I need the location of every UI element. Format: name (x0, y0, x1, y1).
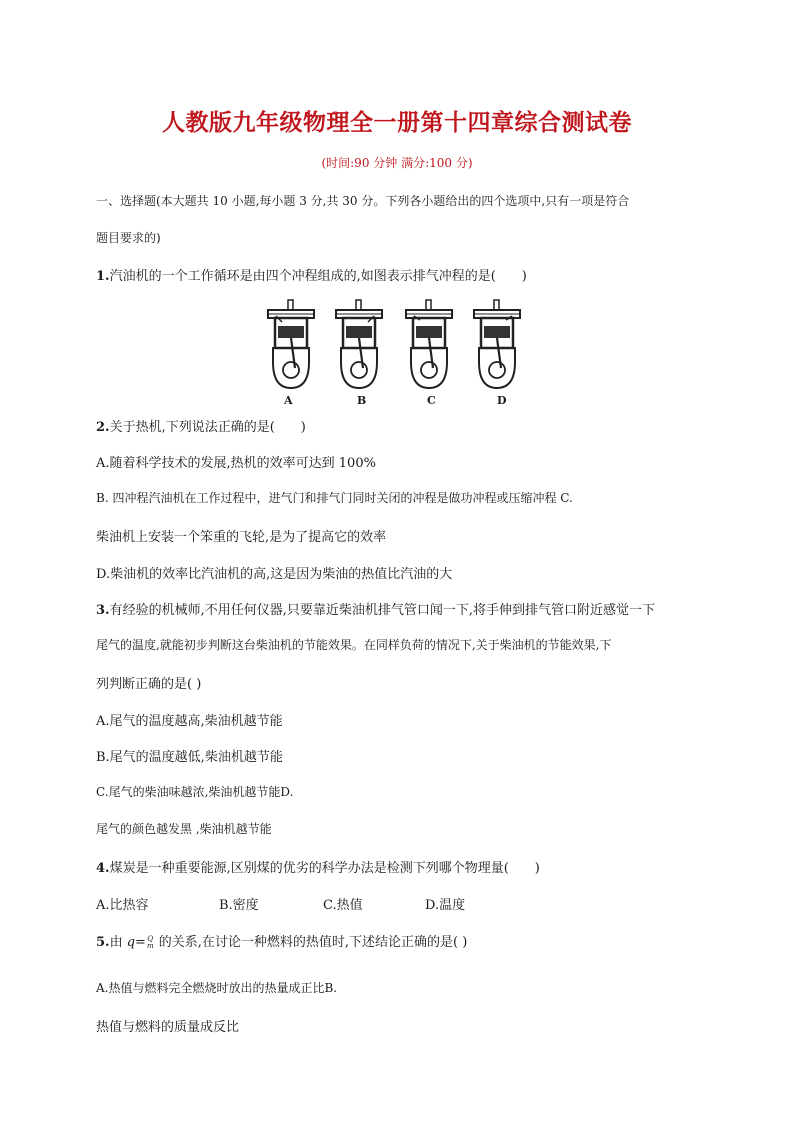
q3-option-a: A.尾气的温度越高,柴油机越节能 (96, 714, 283, 729)
q5-option-a: A.热值与燃料完全燃烧时放出的热量成正比B. (96, 981, 338, 995)
question-text: 关于热机,下列说法正确的是( ) (109, 420, 306, 435)
question-text: 汽油机的一个工作循环是由四个冲程组成的,如图表示排气冲程的是( ) (109, 269, 527, 284)
question-3-line3: 列判断正确的是( ) (96, 677, 202, 692)
figure-label-d: D (497, 394, 507, 407)
q4-option-d: D.温度 (425, 898, 466, 913)
figure-label-a: A (284, 394, 293, 407)
formula-variable: q (126, 935, 136, 950)
question-5 (96, 931, 467, 950)
q3-option-b: B.尾气的温度越低,柴油机越节能 (96, 750, 283, 765)
figure-label-b: B (357, 394, 367, 407)
question-text: 煤炭是一种重要能源,区别煤的优劣的科学办法是检测下列哪个物理量( ) (109, 861, 540, 876)
section-intro-line2: 题目要求的) (96, 231, 161, 245)
q5-option-b: 热值与燃料的质量成反比 (96, 1020, 240, 1035)
q4-option-c: C.热值 (323, 898, 363, 913)
question-number: 3. (96, 603, 110, 618)
q4-option-a: A.比热容 (96, 898, 149, 913)
figure-label-c: C (427, 394, 436, 407)
q2-option-d: D.柴油机的效率比汽油机的高,这是因为柴油的热值比汽油的大 (96, 567, 453, 582)
question-4 (96, 857, 540, 876)
question-text-post: 的关系,在讨论一种燃料的热值时,下述结论正确的是( ) (154, 935, 468, 950)
formula-denominator: 𝑚 (146, 941, 154, 950)
exam-time-score: (时间:90 分钟 满分:100 分) (321, 156, 473, 170)
question-number: 1. (96, 269, 110, 284)
q3-option-c: C.尾气的柴油味越浓,柴油机越节能D. (96, 785, 294, 799)
engine-strokes-figure (262, 296, 522, 408)
q4-option-b: B.密度 (219, 898, 259, 913)
engine-strokes-image (262, 296, 522, 394)
question-number: 5. (96, 935, 110, 950)
section-intro-line1: 一、选择题(本大题共 10 小题,每小题 3 分,共 30 分。下列各小题给出的四个选项中,只有一项是符合 (96, 194, 630, 208)
question-3 (96, 599, 655, 618)
formula-numerator: 𝑄 (147, 934, 154, 943)
question-number: 2. (96, 420, 110, 435)
q2-option-c: 柴油机上安装一个笨重的飞轮,是为了提高它的效率 (96, 530, 387, 545)
question-3-line2: 尾气的温度,就能初步判断这台柴油机的节能效果。在同样负荷的情况下,关于柴油机的节能效果,下 (96, 638, 612, 652)
question-number: 4. (96, 861, 110, 876)
q3-option-d: 尾气的颜色越发黑 ,柴油机越节能 (96, 822, 272, 836)
q2-option-b: B. 四冲程汽油机在工作过程中，进气门和排气门同时关闭的冲程是做功冲程或压缩冲程 C. (96, 491, 573, 505)
formula-fraction (147, 936, 154, 950)
formula-equals: = (135, 935, 146, 950)
question-1 (96, 265, 527, 284)
question-2 (96, 416, 306, 435)
question-text-pre: 由 (109, 935, 127, 950)
q2-option-a: A.随着科学技术的发展,热机的效率可达到 100% (96, 456, 376, 471)
question-text-line1: 有经验的机械师,不用任何仪器,只要靠近柴油机排气管口闻一下,将手伸到排气管口附近感觉一下 (109, 603, 655, 618)
page-title: 人教版九年级物理全一册第十四章综合测试卷 (162, 110, 632, 136)
